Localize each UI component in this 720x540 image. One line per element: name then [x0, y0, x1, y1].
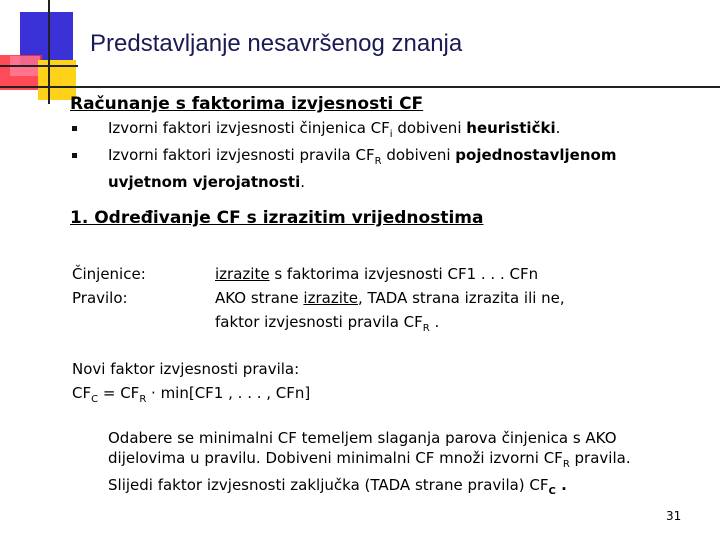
subscript: i [389, 129, 393, 140]
bullet-text: dobiveni [381, 146, 456, 164]
new-cf-equation [72, 381, 310, 412]
subscript: R [422, 323, 430, 334]
rule-label: Pravilo: [72, 289, 128, 307]
underlined-term: izrazite [303, 289, 358, 307]
decor-short-line [0, 65, 78, 67]
subscript: C [548, 486, 556, 497]
subscript: R [562, 459, 570, 470]
values-column [215, 262, 635, 341]
facts-value [215, 262, 635, 286]
bullet-item-rules [72, 145, 682, 192]
bullet-text: . [300, 173, 306, 191]
page-number: 31 [666, 509, 682, 523]
rule-line-2 [215, 310, 635, 341]
bullet-square-icon [72, 126, 77, 131]
formula-text: = CF [98, 384, 140, 402]
bullet-text: Izvorni faktori izvjesnosti činjenica CF [108, 119, 390, 137]
new-cf-caption: Novi faktor izvjesnosti pravila: [72, 360, 300, 378]
labels-column [72, 262, 146, 310]
rule-text: faktor izvjesnosti pravila CF [215, 313, 423, 331]
subscript: C [91, 394, 99, 405]
bullet-text: Izvorni faktori izvjesnosti pravila CF [108, 146, 375, 164]
rule-text: , TADA strana izrazita ili ne, [357, 289, 565, 307]
slide-title: Predstavljanje nesavršenog znanja [90, 30, 463, 57]
section-heading-crisp: 1. Određivanje CF s izrazitim vrijednostima [70, 208, 484, 228]
decor-vertical-line [48, 0, 50, 104]
underlined-term: izrazite [215, 265, 270, 283]
bullet-item-facts [72, 118, 682, 145]
bullet-list [72, 118, 682, 192]
formula-text: CF [72, 384, 92, 402]
bullet-text: . [555, 119, 561, 137]
bullet-bold-text: pojednostavljenom uvjetnom vjerojatnosti [108, 146, 617, 191]
bullet-square-icon [72, 153, 77, 158]
bullet-text: dobiveni [392, 119, 467, 137]
explain-text: pravila. Slijedi faktor izvjesnosti zaključka (TADA strane pravila) CF [108, 449, 631, 494]
rule-text: AKO strane [215, 289, 304, 307]
rule-text: . [429, 313, 440, 331]
explain-text: Odabere se minimalni CF temeljem slaganja parova činjenica s AKO dijelovima u pravilu. Dobiveni minimalni CF množi izvorni CF [108, 429, 617, 467]
formula-text: · min[CF1 , . . . , CFn] [146, 384, 311, 402]
explain-text: . [555, 476, 567, 494]
decor-horizontal-line [0, 86, 720, 88]
bullet-bold-text: heuristički [466, 119, 556, 137]
explanation-paragraph [108, 428, 678, 502]
rule-line-1 [215, 286, 635, 310]
new-cf-formula [72, 357, 310, 412]
facts-label: Činjenice: [72, 265, 146, 283]
section-heading-cf: Računanje s faktorima izvjesnosti CF [70, 94, 424, 114]
facts-text: s faktorima izvjesnosti CF1 . . . CFn [269, 265, 539, 283]
subscript: R [139, 394, 147, 405]
subscript: R [374, 156, 382, 167]
